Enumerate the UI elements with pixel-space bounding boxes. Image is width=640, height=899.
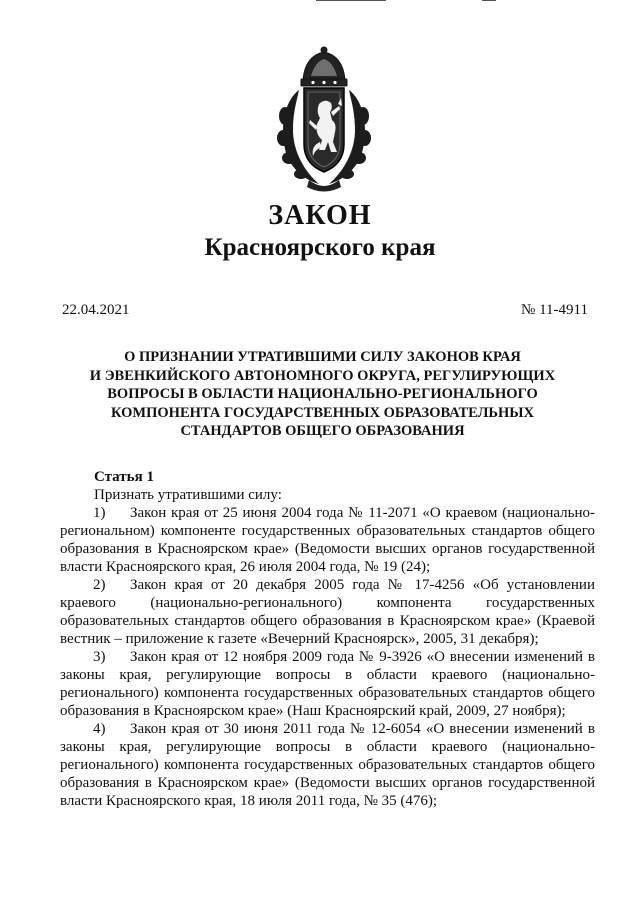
list-item-text: Закон края от 30 июня 2011 года № 12-6054 «О внесении изменений в законы края, регулирующие вопросы в области краевого (национально-регионального) компонента государственных образовательных стандартов общего образования в Красноярском крае» (Ведомости высших органов государственной власти Красноярского края, 18 июля 2011 года, № 35 (476); — [60, 721, 595, 809]
list-item-text: Закон края от 20 декабря 2005 года № 17-4256 «Об установлении краевого (национально-регионального) компонента государственных образовательных стандартов общего образования в Красноярском крае» (Краевой вестник – приложение к газете «Вечерний Красноярск», 2005, 31 декабря); — [60, 577, 595, 647]
list-item — [60, 576, 595, 648]
list-item-number: 4) — [93, 721, 106, 737]
list-item — [60, 720, 595, 810]
list-item-text: Закон края от 25 июня 2004 года № 11-2071 «О краевом (национально-региональном) компоненте государственных образовательных стандартов общего образования в Красноярском крае» (Ведомости высших органов государственной власти Красноярского края, 26 июля 2004 года, № 19 (24); — [60, 505, 595, 575]
issuer-heading: Красноярского края — [204, 234, 436, 261]
document-number: № 11-4911 — [521, 302, 588, 318]
article-items-list — [60, 504, 595, 810]
law-title-line: И ЭВЕНКИЙСКОГО АВТОНОМНОГО ОКРУГА, РЕГУЛИРУЮЩИХ — [89, 367, 556, 384]
law-title-line: СТАНДАРТОВ ОБЩЕГО ОБРАЗОВАНИЯ — [180, 423, 465, 439]
list-item-number: 3) — [93, 649, 106, 665]
law-title — [70, 348, 575, 441]
article-intro: Признать утратившими силу: — [94, 487, 282, 503]
document-type-heading: ЗАКОН — [268, 200, 372, 231]
list-item-number: 1) — [93, 505, 106, 521]
list-item — [60, 504, 595, 576]
list-item-number: 2) — [93, 577, 106, 593]
list-item — [60, 648, 595, 720]
list-item-text: Закон края от 12 ноября 2009 года № 9-3926 «О внесении изменений в законы края, регулирующие вопросы в области краевого (национально-регионального) компонента государственных образовательных стандартов общего образования в Красноярском крае» (Наш Красноярский край, 2009, 27 ноября); — [60, 649, 595, 719]
law-title-line: КОМПОНЕНТА ГОСУДАРСТВЕННЫХ ОБРАЗОВАТЕЛЬНЫХ — [111, 404, 534, 421]
law-title-line: ВОПРОСЫ В ОБЛАСТИ НАЦИОНАЛЬНО-РЕГИОНАЛЬНОГО — [107, 386, 538, 402]
top-edge-mark — [482, 0, 496, 1]
top-edge-rule — [316, 0, 386, 1]
krasnoyarsk-coat-of-arms-emblem — [275, 46, 373, 196]
document-date: 22.04.2021 — [62, 302, 130, 318]
law-title-line: О ПРИЗНАНИИ УТРАТИВШИМИ СИЛУ ЗАКОНОВ КРАЯ — [124, 349, 521, 365]
article-heading: Статья 1 — [94, 469, 154, 485]
